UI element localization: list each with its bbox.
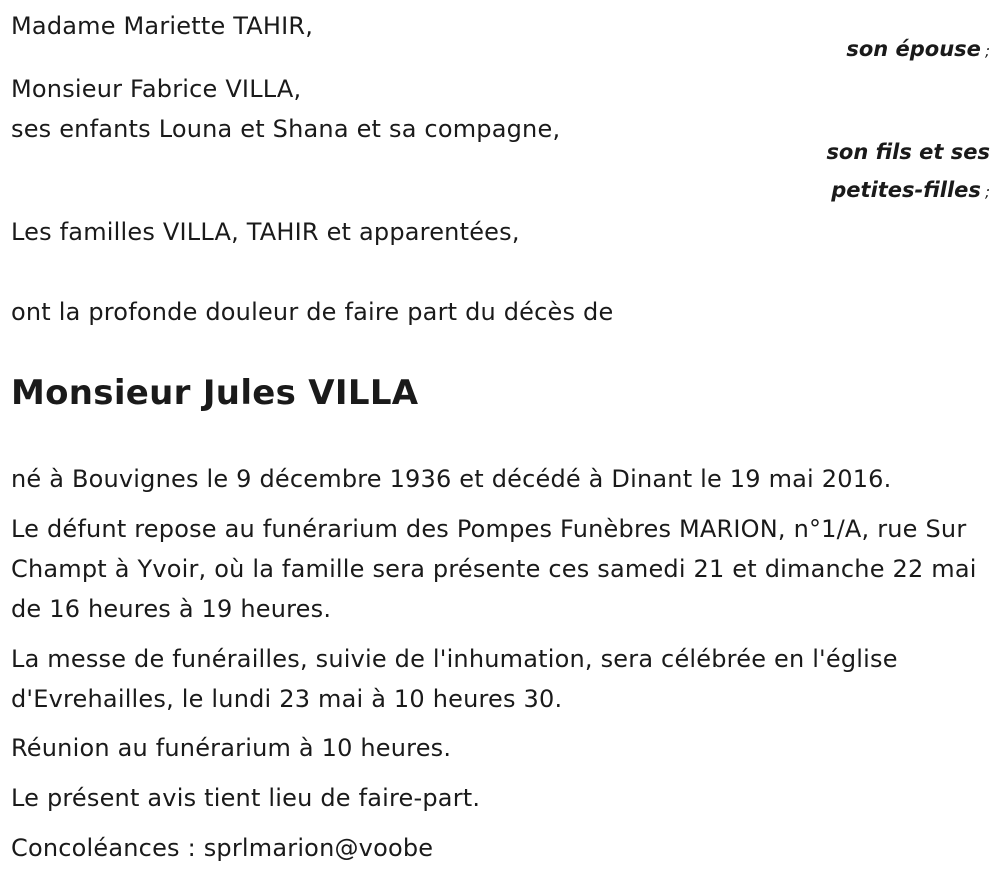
wife-role-label: son épouse — [846, 37, 981, 61]
birth-death: né à Bouvignes le 9 décembre 1936 et décédé à Dinant le 19 mai 2016. — [11, 465, 892, 493]
son-role-line2 — [826, 171, 990, 211]
funeral-mass: La messe de funérailles, suivie de l'inhumation, sera célébrée en l'église d'Evrehailles, le lundi 23 mai à 10 heures 30. — [11, 645, 898, 713]
son-role-label: petites-filles — [831, 178, 981, 202]
notice: Le présent avis tient lieu de faire-part. — [11, 784, 481, 812]
wife-role-separator: ; — [984, 42, 990, 60]
wife-role — [846, 30, 990, 70]
son-children: ses enfants Louna et Shana et sa compagne, — [11, 115, 561, 143]
son-role-line1: son fils et ses — [826, 140, 990, 164]
families-line: Les familles VILLA, TAHIR et apparentées, — [11, 218, 520, 246]
announcement: ont la profonde douleur de faire part du décès de — [11, 298, 614, 326]
deceased-name: Monsieur Jules VILLA — [11, 373, 419, 413]
meeting: Réunion au funérarium à 10 heures. — [11, 734, 452, 762]
condolences: Concoléances : sprlmarion@voobe — [11, 834, 434, 862]
son-name: Monsieur Fabrice VILLA, — [11, 75, 302, 103]
rest-place: Le défunt repose au funérarium des Pompes Funèbres MARION, n°1/A, rue Sur Champt à Yvoir, où la famille sera présente ces samedi 21 et dimanche 22 mai de 16 heures à 19 heures. — [11, 515, 977, 623]
wife-name: Madame Mariette TAHIR, — [11, 12, 314, 40]
son-role — [826, 133, 990, 211]
son-role-separator: ; — [984, 183, 990, 201]
